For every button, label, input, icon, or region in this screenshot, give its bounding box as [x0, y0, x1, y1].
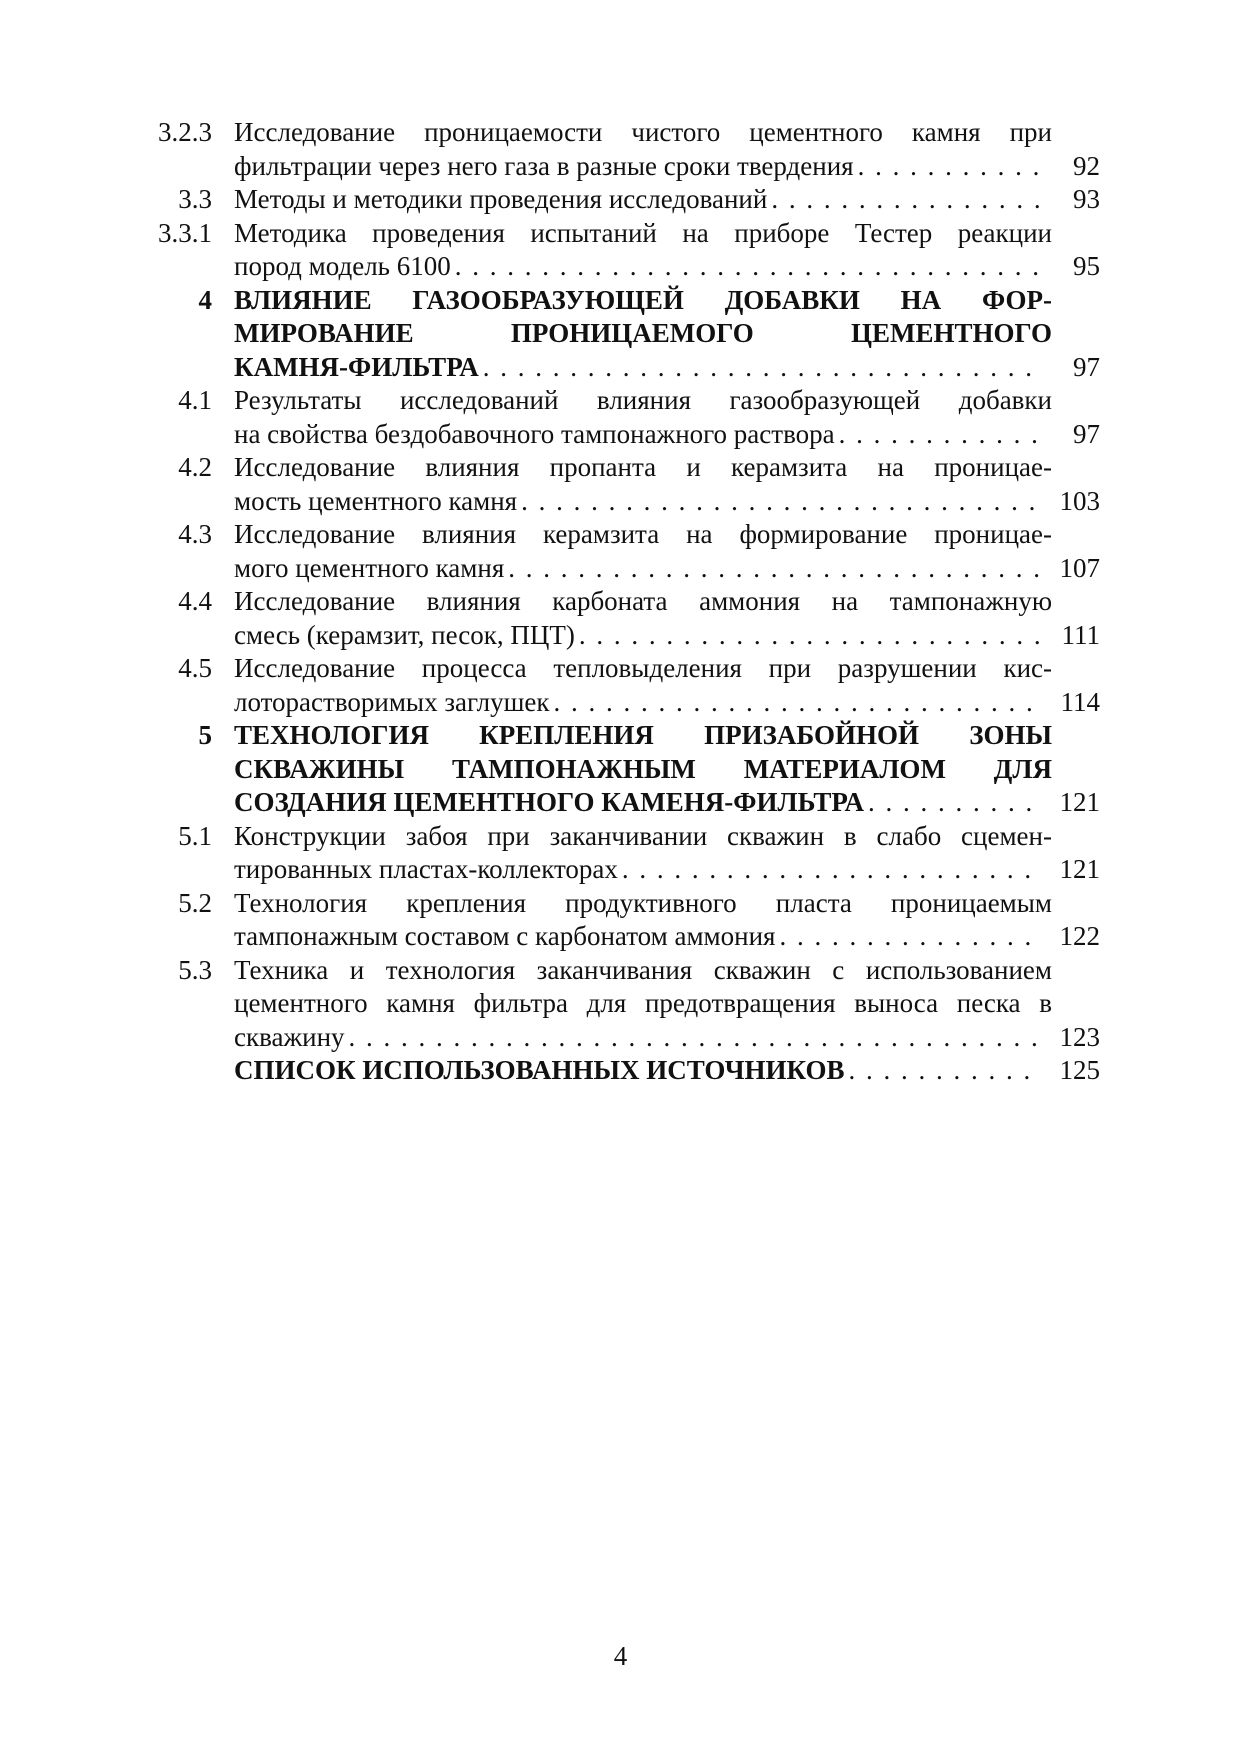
- toc-entry: [150, 183, 1100, 217]
- toc-entry-title: [234, 820, 1100, 887]
- dot-leader: [868, 786, 1042, 820]
- toc-page-number: 97: [1073, 351, 1100, 382]
- toc-entry-last-line: [234, 1054, 1100, 1088]
- toc-entry: [150, 652, 1100, 719]
- toc-entry-text: мость цементного камня: [234, 485, 518, 516]
- dot-leader: [483, 351, 1042, 385]
- toc-entry-text: Исследование процесса тепловыделения при разрушении кис-: [234, 653, 1052, 683]
- toc-entry-title: [234, 719, 1100, 820]
- toc-entry-text: Результаты исследований влияния газообразующей добавки: [234, 385, 1052, 415]
- dot-leader: [848, 1054, 1042, 1088]
- toc-entry-last-line: [234, 418, 1100, 452]
- toc-entry-number: 3.3.1: [158, 217, 212, 248]
- toc-entry-text: МИРОВАНИЕ ПРОНИЦАЕМОГО ЦЕМЕНТНОГО: [234, 318, 1052, 348]
- dot-leader: [521, 485, 1042, 519]
- dot-leader: [771, 183, 1042, 217]
- toc-page-number: 97: [1073, 418, 1100, 449]
- toc-entry-title: [234, 217, 1100, 284]
- toc-entry-last-line: [234, 853, 1100, 887]
- dot-leader: [858, 150, 1042, 184]
- page-number: 4: [613, 1641, 628, 1671]
- toc-page-number: 122: [1059, 921, 1100, 951]
- toc-entry-number: 4.3: [178, 519, 212, 549]
- toc-entry-title: [234, 518, 1100, 585]
- toc-entry-last-line: [234, 183, 1100, 217]
- dot-leader: [622, 853, 1042, 887]
- toc-entry-last-line: [234, 552, 1100, 586]
- toc-entry: [150, 284, 1100, 385]
- toc-entry-number: 5.3: [178, 954, 212, 985]
- toc-entry-text: смесь (керамзит, песок, ПЦТ): [234, 619, 575, 650]
- toc-entry-last-line: [234, 686, 1100, 720]
- toc-entry-text: тампонажным составом с карбонатом аммония: [234, 921, 776, 951]
- toc-page-number: 103: [1059, 485, 1100, 516]
- toc-entry-number: 5.2: [178, 887, 212, 918]
- toc-entry-text: тированных пластах-коллекторах: [234, 854, 618, 884]
- toc-entry-text: Исследование влияния карбоната аммония на тампонажную: [234, 586, 1052, 616]
- toc-entry-last-line: [234, 920, 1100, 954]
- toc-entry-text: СКВАЖИНЫ ТАМПОНАЖНЫМ МАТЕРИАЛОМ ДЛЯ: [234, 753, 1052, 784]
- toc-entry-last-line: [234, 351, 1100, 385]
- toc-entry-text: Методика проведения испытаний на приборе Тестер реакции: [234, 217, 1052, 248]
- toc-entry-text: СПИСОК ИСПОЛЬЗОВАННЫХ ИСТОЧНИКОВ: [234, 1055, 845, 1085]
- dot-leader: [554, 686, 1042, 720]
- toc-entry-text: Конструкции забоя при заканчивании скважин в слабо сцемен-: [234, 820, 1052, 851]
- toc-entry-number: 4.2: [178, 452, 212, 482]
- toc-entry-last-line: [234, 150, 1100, 184]
- toc-entry-title: [234, 652, 1100, 719]
- toc-entry-title: [234, 116, 1100, 183]
- toc-entry-title: [234, 183, 1100, 217]
- toc-page-number: 95: [1073, 251, 1100, 281]
- toc-page-number: 123: [1059, 1021, 1100, 1052]
- toc-entry-text: СОЗДАНИЯ ЦЕМЕНТНОГО КАМЕНЯ-ФИЛЬТРА: [234, 787, 864, 817]
- toc-entry-text: Исследование влияния керамзита на формирование проницае-: [234, 519, 1052, 549]
- toc-entry-text: лоторастворимых заглушек: [234, 686, 550, 717]
- toc-entry-text: Методы и методики проведения исследований: [234, 184, 768, 214]
- toc-entry-title: [234, 954, 1100, 1055]
- toc-page-number: 121: [1059, 787, 1100, 817]
- toc-entry: [150, 116, 1100, 183]
- toc-entry-number: 4.5: [178, 653, 212, 683]
- toc-entry-title: [234, 451, 1100, 518]
- toc-entry-text: мого цементного камня: [234, 552, 505, 583]
- toc-page-number: 125: [1059, 1055, 1100, 1085]
- table-of-contents: [150, 116, 1100, 1088]
- toc-entry-title: [234, 887, 1100, 954]
- toc-entry-title: [234, 384, 1100, 451]
- dot-leader: [508, 552, 1042, 586]
- toc-entry-last-line: [234, 250, 1100, 284]
- dot-leader: [839, 418, 1042, 452]
- dot-leader: [779, 920, 1042, 954]
- dot-leader: [349, 1021, 1042, 1055]
- toc-entry: [150, 451, 1100, 518]
- toc-entry-number: 4.1: [178, 385, 212, 415]
- dot-leader: [579, 619, 1042, 653]
- toc-entry-last-line: [234, 619, 1100, 653]
- toc-entry-text: Исследование влияния пропанта и керамзита на проницае-: [234, 452, 1052, 482]
- toc-entry-text: цементного камня фильтра для предотвращения выноса песка в: [234, 988, 1052, 1018]
- toc-entry-text: пород модель 6100: [234, 251, 451, 281]
- toc-entry-last-line: [234, 786, 1100, 820]
- toc-entry-text: КАМНЯ-ФИЛЬТРА: [234, 351, 479, 382]
- toc-entry: [150, 518, 1100, 585]
- toc-entry-number: 5.1: [178, 820, 212, 851]
- toc-entry: [150, 887, 1100, 954]
- toc-entry-text: скважину: [234, 1021, 345, 1052]
- toc-page-number: 121: [1059, 854, 1100, 884]
- toc-entry-text: на свойства бездобавочного тампонажного раствора: [234, 418, 835, 449]
- toc-entry-title: [234, 1054, 1100, 1088]
- toc-page-number: 92: [1073, 150, 1100, 181]
- toc-page-number: 114: [1060, 686, 1100, 717]
- toc-page-number: 93: [1073, 184, 1100, 214]
- toc-entry: [150, 217, 1100, 284]
- toc-entry-number: 4: [198, 284, 212, 315]
- toc-page-number: 111: [1061, 619, 1100, 650]
- toc-entry-number: 3.3: [178, 184, 212, 214]
- toc-entry-number: 5: [198, 720, 212, 750]
- toc-entry-number: 3.2.3: [158, 117, 212, 147]
- toc-entry-text: Исследование проницаемости чистого цементного камня при: [234, 117, 1052, 147]
- toc-page-number: 107: [1059, 552, 1100, 583]
- toc-entry-title: [234, 585, 1100, 652]
- toc-entry-text: Техника и технология заканчивания скважин с использованием: [234, 954, 1052, 985]
- toc-entry-text: ВЛИЯНИЕ ГАЗООБРАЗУЮЩЕЙ ДОБАВКИ НА ФОР-: [234, 284, 1052, 315]
- toc-entry: [150, 820, 1100, 887]
- toc-entry-text: ТЕХНОЛОГИЯ КРЕПЛЕНИЯ ПРИЗАБОЙНОЙ ЗОНЫ: [234, 720, 1052, 750]
- toc-entry-title: [234, 284, 1100, 385]
- toc-entry: [150, 585, 1100, 652]
- toc-entry-last-line: [234, 485, 1100, 519]
- toc-entry: [150, 1054, 1100, 1088]
- toc-entry-last-line: [234, 1021, 1100, 1055]
- toc-entry: [150, 384, 1100, 451]
- toc-entry: [150, 954, 1100, 1055]
- dot-leader: [455, 250, 1042, 284]
- toc-entry: [150, 719, 1100, 820]
- toc-entry-text: Технология крепления продуктивного пласта проницаемым: [234, 887, 1052, 918]
- toc-entry-number: 4.4: [178, 586, 212, 616]
- toc-entry-text: фильтрации через него газа в разные сроки твердения: [234, 150, 854, 181]
